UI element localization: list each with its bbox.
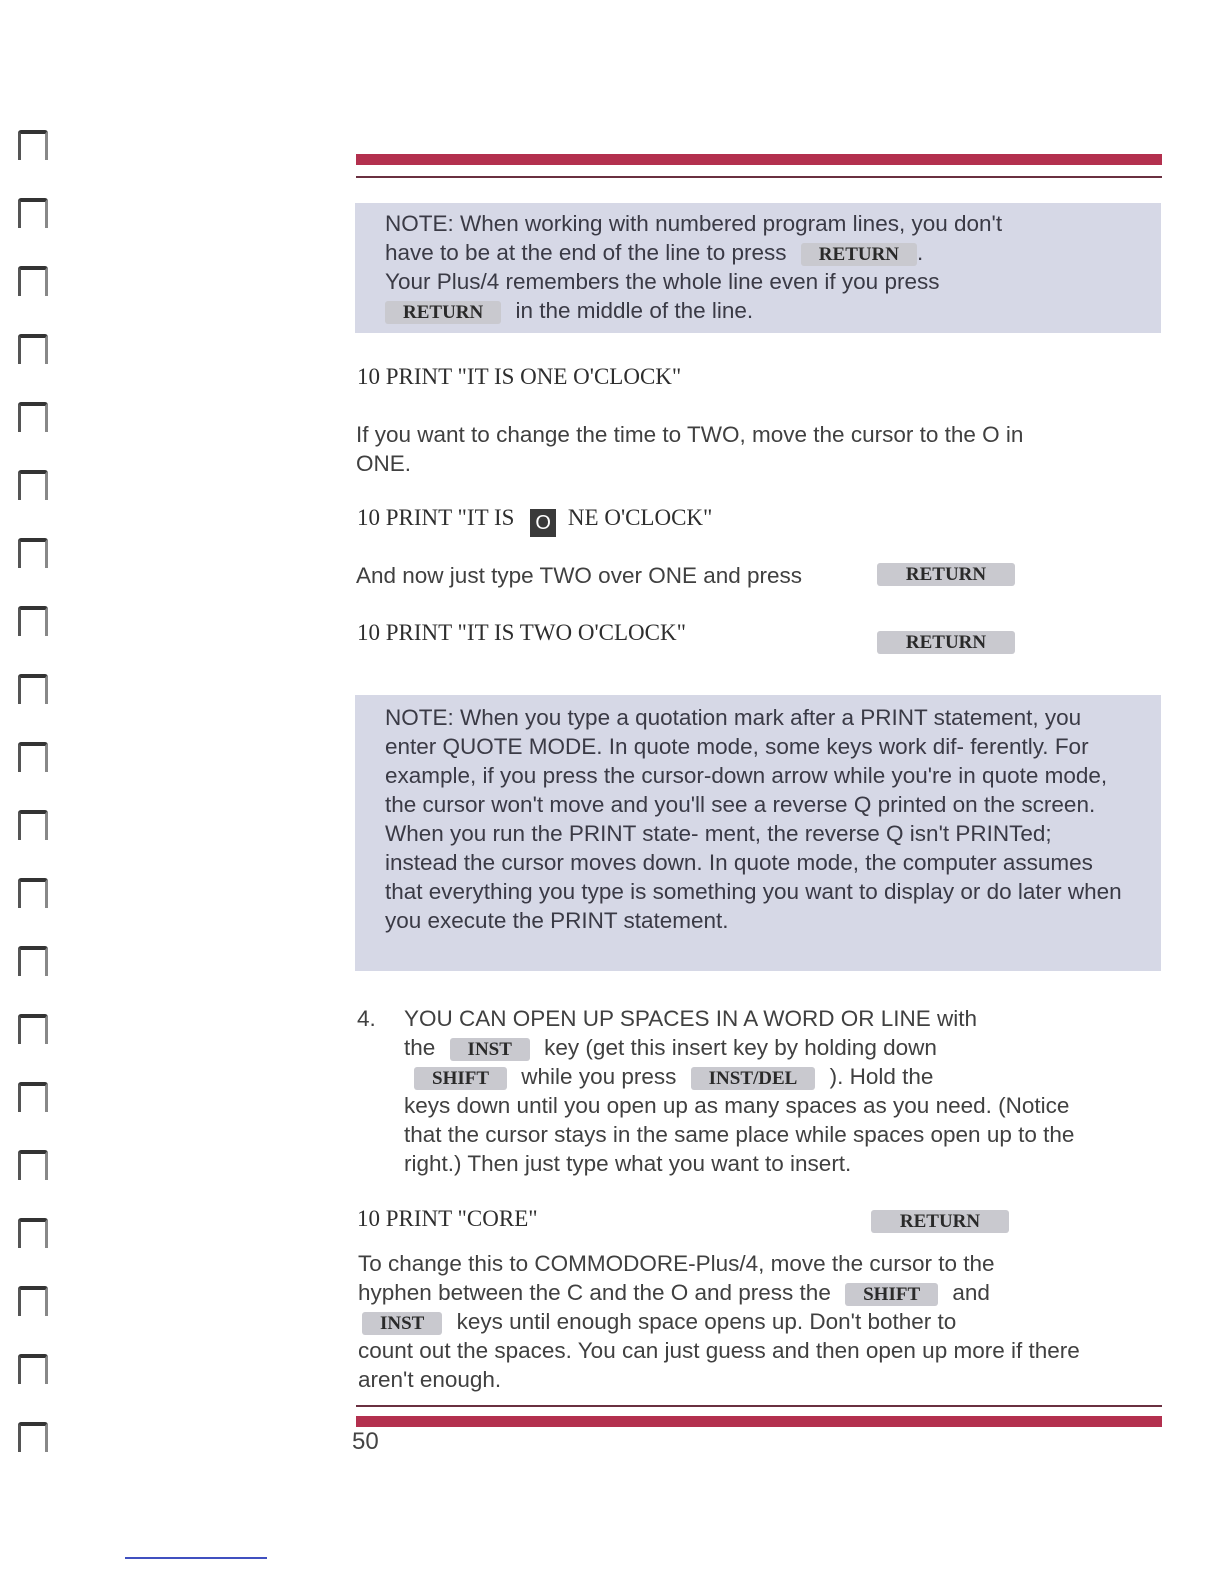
list-item-text: keys down until you open up as many spaces as you need. (Notice that the cursor stays in the same place while spaces open up to the right.) Then just type what you want to insert.	[404, 1093, 1075, 1176]
shift-key: SHIFT	[845, 1283, 938, 1306]
list-item-number: 4.	[357, 1006, 376, 1031]
binding-ring	[18, 402, 48, 432]
code-line: 10 PRINT "IT IS TWO O'CLOCK"	[357, 620, 686, 645]
binding-ring	[18, 742, 48, 772]
paragraph	[358, 1249, 1108, 1394]
note-text: .	[917, 240, 924, 265]
return-key: RETURN	[385, 301, 501, 324]
code-line: 10 PRINT "IT IS ONE O'CLOCK"	[357, 364, 682, 389]
paragraph-text: count out the spaces. You can just guess and then open up more if there aren't enough.	[358, 1338, 1080, 1392]
list-item-text: while you press	[521, 1064, 677, 1089]
binding-ring	[18, 1354, 48, 1384]
code-line-cursor	[357, 505, 712, 537]
footer-mark	[125, 1557, 267, 1559]
inst-key: INST	[450, 1038, 530, 1061]
paragraph: If you want to change the time to TWO, move the cursor to the O in ONE.	[356, 422, 1024, 476]
footer-rule-thin	[356, 1405, 1162, 1407]
list-item-line: YOU CAN OPEN UP SPACES IN A WORD OR LINE with	[404, 1006, 978, 1031]
binding-ring	[18, 266, 48, 296]
binding-ring	[18, 1014, 48, 1044]
paragraph-text: and	[952, 1280, 990, 1305]
binding-ring	[18, 538, 48, 568]
list-item-line	[404, 1062, 1104, 1091]
list-item-text: ). Hold the	[829, 1064, 934, 1089]
binding-ring	[18, 606, 48, 636]
note-text: NOTE: When you type a quotation mark after a PRINT statement, you enter QUOTE MODE. In quote mode, some keys work dif- ferently. For example, if you press the cursor-down arrow while you're in quote mode, the cursor won't move and you'll see a reverse Q printed on the screen. When you run the PRINT state- ment, the reverse Q isn't PRINTed; instead the cursor moves down. In quote mode, the computer assumes that everything you type is something you want to display or do later when you execute the PRINT statement.	[385, 705, 1122, 933]
header-rule-thick	[356, 154, 1162, 165]
list-item	[404, 1004, 1104, 1178]
return-key: RETURN	[801, 243, 917, 266]
paragraph-line: To change this to COMMODORE-Plus/4, move the cursor to the	[358, 1251, 995, 1276]
footer-rule-thick	[356, 1416, 1162, 1427]
note-line	[385, 296, 1131, 325]
binding-ring	[18, 810, 48, 840]
note-text: in the middle of the line.	[515, 298, 754, 323]
return-key: RETURN	[871, 1210, 1009, 1233]
note-text: have to be at the end of the line to press	[385, 240, 787, 265]
binding-ring	[18, 1286, 48, 1316]
binding-ring	[18, 878, 48, 908]
page-number: 50	[352, 1428, 379, 1455]
note-box-return	[355, 203, 1161, 333]
binding-ring	[18, 1218, 48, 1248]
list-item-text: the	[404, 1035, 436, 1060]
note-box-quote-mode	[355, 695, 1161, 971]
binding-ring	[18, 1150, 48, 1180]
inst-del-key: INST/DEL	[691, 1067, 816, 1090]
binding-ring	[18, 1422, 48, 1452]
code-line: 10 PRINT "CORE"	[357, 1206, 538, 1231]
code-text: 10 PRINT "IT IS	[357, 505, 515, 530]
list-item-line	[404, 1033, 1104, 1062]
binding-ring	[18, 334, 48, 364]
note-line: NOTE: When working with numbered program lines, you don't	[385, 211, 1003, 236]
binding-ring	[18, 1082, 48, 1112]
list-item-text: key (get this insert key by holding down	[544, 1035, 937, 1060]
binding-ring	[18, 470, 48, 500]
return-key: RETURN	[877, 631, 1015, 654]
paragraph-text: keys until enough space opens up. Don't bother to	[456, 1309, 957, 1334]
return-key: RETURN	[877, 563, 1015, 586]
paragraph-line	[358, 1307, 1108, 1336]
binding-ring	[18, 198, 48, 228]
binding-ring	[18, 130, 48, 160]
paragraph-line	[358, 1278, 1108, 1307]
header-rule-thin	[356, 176, 1162, 178]
code-text: NE O'CLOCK"	[567, 505, 713, 530]
paragraph-text: hyphen between the C and the O and press the	[358, 1280, 831, 1305]
note-line: Your Plus/4 remembers the whole line even if you press	[385, 269, 940, 294]
note-line	[385, 238, 1131, 267]
paragraph: And now just type TWO over ONE and press	[356, 563, 803, 588]
binding-ring	[18, 674, 48, 704]
shift-key: SHIFT	[414, 1067, 507, 1090]
binding-ring	[18, 946, 48, 976]
inst-key: INST	[362, 1312, 442, 1335]
cursor-block: O	[530, 509, 556, 537]
